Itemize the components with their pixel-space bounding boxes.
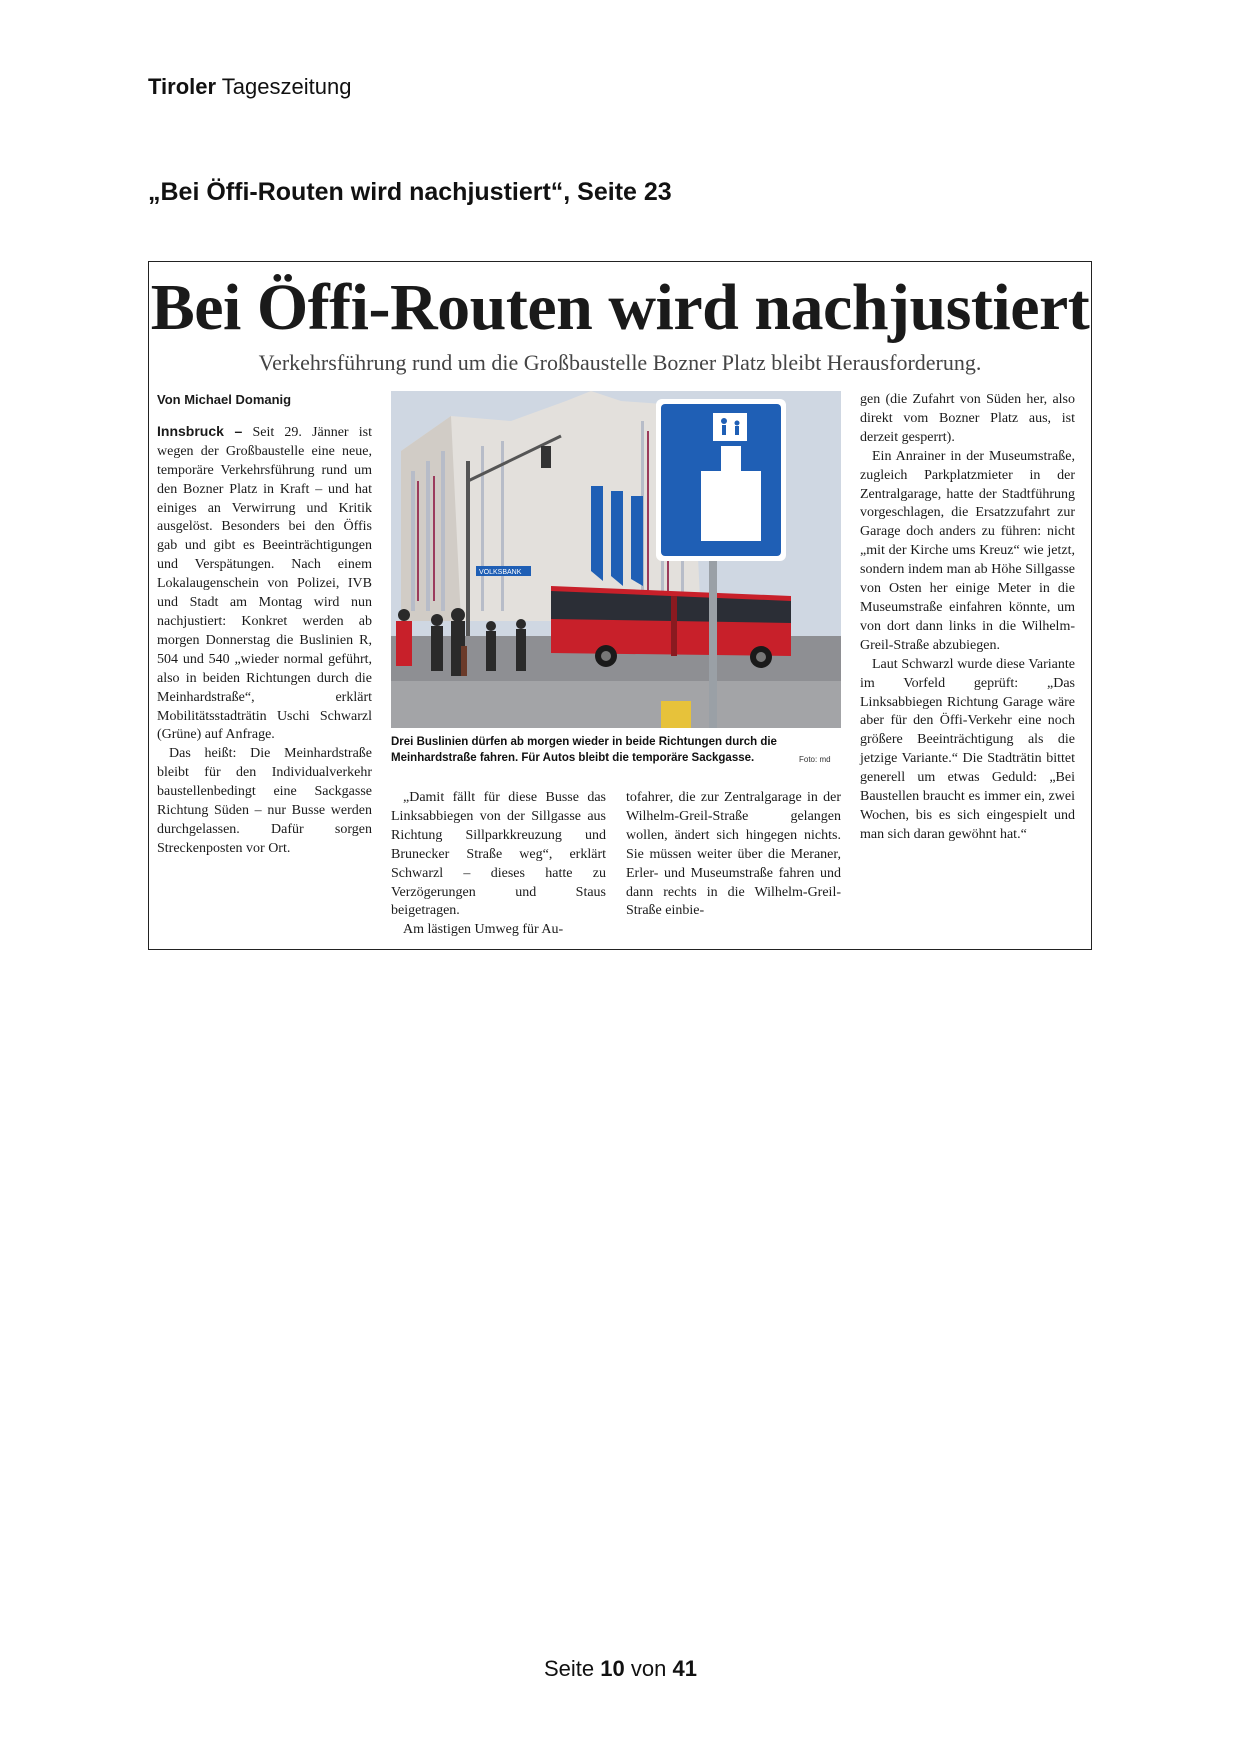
paragraph: Das heißt: Die Meinhardstraße bleibt für den Individualverkehr baustellenbedingt eine Sackgasse Richtung Süden – nur Busse werden durchgelassen. Dafür sorgen Streckenposten vor Ort. xyxy=(157,746,372,856)
current-page: 10 xyxy=(600,1656,625,1681)
article-photo xyxy=(391,391,841,728)
article-column-3 xyxy=(626,789,841,921)
paragraph: Ein Anrainer in der Museumstraße, zugleich Parkplatzmieter in der Zentralgarage, hatte der Stadtführung vorgeschlagen, die Ersatzzufahrt zur Garage doch anders zu führen: nicht „mit der Kirche ums Kreuz“ wie jetzt, sondern indem man ab Höhe Sillgasse von Osten her einige Meter in die Museumstraße einfahren könnte, um von dort dann links in die Wilhelm-Greil-Straße abzubiegen. xyxy=(860,448,1075,653)
paragraph: gen (die Zufahrt von Süden her, also direkt vom Bozner Platz aus, ist derzeit gesperrt). xyxy=(860,392,1075,445)
article-reference-title: „Bei Öffi-Routen wird nachjustiert“, Seite 23 xyxy=(148,178,672,206)
paragraph: „Damit fällt für diese Busse das Linksabbiegen von der Sillgasse aus Richtung Sillparkkreuzung und Brunecker Straße weg“, erklärt Schwarzl – dieses hatte zu Verzögerungen und Staus beigetragen. xyxy=(391,790,606,919)
photo-caption: Drei Buslinien dürfen ab morgen wieder in beide Richtungen durch die Meinhardstraße fahren. Für Autos bleibt die temporäre Sackgasse. xyxy=(391,736,777,764)
paragraph xyxy=(157,422,372,745)
dateline: Innsbruck – xyxy=(157,422,243,439)
page-middle: von xyxy=(630,1656,667,1681)
paragraph: Am lästigen Umweg für Au- xyxy=(403,922,564,938)
photo-credit: Foto: md xyxy=(799,755,831,764)
bus-street-photo xyxy=(391,391,841,728)
paragraph-text: Seit 29. Jänner ist wegen der Großbaustelle eine neue, temporäre Verkehrsführung rund um den Bozner Platz in Kraft – und hat einiges an Verwirrung und Kritik ausgelöst. Besonders bei den Öffis gab und gibt es Beeinträchtigungen und Verspätungen. Nach einem Lokalaugenschein von Polizei, IVB und Stadt am Montag wird nun nachjustiert: Konkret werden ab morgen Donnerstag die Buslinien R, 504 und 540 „wieder normal geführt, also in beiden Richtungen durch die Meinhardstraße“, erklärt Mobilitätsstadträtin Uschi Schwarzl (Grüne) auf Anfrage. xyxy=(157,424,372,743)
page-prefix: Seite xyxy=(544,1656,595,1681)
byline: Von Michael Domanig xyxy=(157,392,292,407)
paragraph: Laut Schwarzl wurde diese Variante im Vorfeld geprüft: „Das Linksabbiegen Richtung Garage wäre aber für den Öffi-Verkehr eine noch größere Beeinträchtigung als die jetzige Variante.“ Die Stadträtin bittet generell um etwas Geduld: „Bei Baustellen braucht es immer ein, zwei Wochen, bis es sich eingespielt und man sich daran gewöhnt hat.“ xyxy=(860,656,1075,842)
publication-name-rest: Tageszeitung xyxy=(221,74,352,99)
newspaper-clipping xyxy=(148,261,1092,950)
article-subheadline: Verkehrsführung rund um die Großbaustelle Bozner Platz bleibt Herausforderung. xyxy=(258,350,982,375)
publication-name xyxy=(148,74,351,100)
article-column-2 xyxy=(391,789,606,940)
article-headline: Bei Öffi-Routen wird nachjustiert xyxy=(150,271,1090,344)
article-column-4 xyxy=(860,391,1075,845)
total-pages: 41 xyxy=(672,1656,697,1681)
page-number xyxy=(0,1656,1241,1682)
photo-sign-text: VOLKSBANK xyxy=(479,569,522,576)
paragraph: tofahrer, die zur Zentralgarage in der Wilhelm-Greil-Straße gelangen wollen, ändert sich hingegen nichts. Sie müssen weiter über die Meraner, Erler- und Museumstraße fahren und dann rechts in die Wilhelm-Greil-Straße einbie- xyxy=(626,790,841,919)
publication-name-bold: Tiroler xyxy=(148,74,217,99)
article-column-1 xyxy=(157,391,372,859)
